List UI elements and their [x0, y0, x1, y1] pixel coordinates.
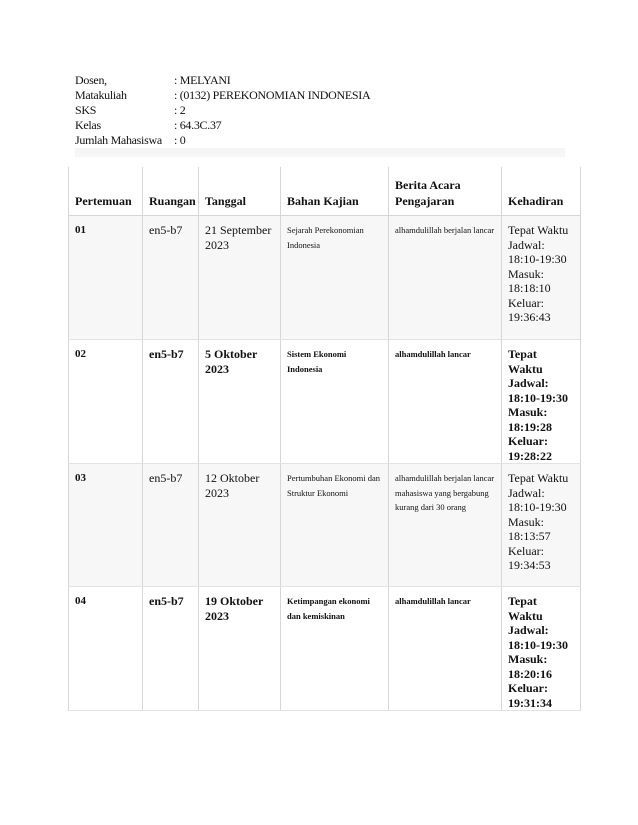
- cell-ruangan: en5-b7: [143, 340, 199, 464]
- kelas-label: Kelas: [75, 118, 101, 132]
- kelas-value: : 64.3C.37: [174, 118, 222, 132]
- cell-kehadiran: [502, 587, 581, 711]
- sks-value: : 2: [174, 103, 186, 117]
- header-bahan-kajian: Bahan Kajian: [281, 167, 389, 216]
- jumlah-value: : 0: [174, 133, 186, 147]
- info-row-matakuliah: [75, 88, 370, 103]
- cell-berita-acara: alhamdulillah berjalan lancar mahasiswa yang bergabung kurang dari 30 orang: [389, 464, 502, 587]
- attendance-table: [68, 167, 581, 711]
- info-divider: [75, 148, 565, 157]
- cell-bahan-kajian: Pertumbuhan Ekonomi dan Struktur Ekonomi: [281, 464, 389, 587]
- cell-ruangan: en5-b7: [143, 216, 199, 340]
- sks-label: SKS: [75, 103, 97, 117]
- cell-berita-acara: alhamdulillah berjalan lancar: [389, 216, 502, 340]
- cell-tanggal: 19 Oktober 2023: [199, 587, 281, 711]
- matakuliah-label: Matakuliah: [75, 88, 127, 102]
- cell-bahan-kajian: Sejarah Perekonomian Indonesia: [281, 216, 389, 340]
- cell-berita-acara: alhamdulillah lancar: [389, 587, 502, 711]
- table-row: [69, 216, 581, 340]
- cell-pertemuan: 04: [69, 587, 143, 711]
- cell-kehadiran: [502, 216, 581, 340]
- kehadiran-keluar: Keluar: 19:34:53: [508, 543, 551, 572]
- table-row: [69, 587, 581, 711]
- matakuliah-value: : (0132) PEREKONOMIAN INDONESIA: [174, 88, 371, 102]
- jumlah-label: Jumlah Mahasiswa: [75, 133, 162, 147]
- header-kehadiran: Kehadiran: [502, 167, 581, 216]
- cell-kehadiran: [502, 340, 581, 464]
- cell-pertemuan: 02: [69, 340, 143, 464]
- kehadiran-status: Tepat Waktu: [508, 471, 569, 485]
- table-row: [69, 340, 581, 464]
- kehadiran-masuk: Masuk: 18:20:16: [508, 652, 552, 681]
- info-row-sks: [75, 103, 370, 118]
- kehadiran-masuk: Masuk: 18:13:57: [508, 514, 551, 543]
- cell-tanggal: 21 September 2023: [199, 216, 281, 340]
- header-pertemuan: Pertemuan: [69, 167, 143, 216]
- kehadiran-status: Tepat Waktu: [508, 347, 543, 376]
- kehadiran-status: Tepat Waktu: [508, 594, 543, 623]
- kehadiran-keluar: Keluar: 19:36:43: [508, 295, 551, 324]
- cell-ruangan: en5-b7: [143, 587, 199, 711]
- kehadiran-keluar: Keluar: 19:31:34: [508, 681, 552, 710]
- cell-bahan-kajian: Sistem Ekonomi Indonesia: [281, 340, 389, 464]
- course-info: [75, 73, 370, 148]
- info-row-kelas: [75, 118, 370, 133]
- cell-pertemuan: 03: [69, 464, 143, 587]
- kehadiran-jadwal: Jadwal: 18:10-19:30: [508, 623, 568, 652]
- table-row: [69, 464, 581, 587]
- kehadiran-jadwal: Jadwal: 18:10-19:30: [508, 376, 568, 405]
- kehadiran-keluar: Keluar: 19:28:22: [508, 434, 552, 463]
- cell-kehadiran: [502, 464, 581, 587]
- cell-ruangan: en5-b7: [143, 464, 199, 587]
- cell-tanggal: 5 Oktober 2023: [199, 340, 281, 464]
- kehadiran-jadwal: Jadwal: 18:10-19:30: [508, 237, 567, 266]
- info-row-dosen: [75, 73, 370, 88]
- cell-berita-acara: alhamdulillah lancar: [389, 340, 502, 464]
- dosen-label: Dosen,: [75, 73, 107, 87]
- dosen-value: : MELYANI: [174, 73, 231, 87]
- kehadiran-masuk: Masuk: 18:19:28: [508, 405, 552, 434]
- cell-bahan-kajian: Ketimpangan ekonomi dan kemiskinan: [281, 587, 389, 711]
- info-row-jumlah: [75, 133, 370, 148]
- header-berita-acara: Berita Acara Pengajaran: [389, 167, 502, 216]
- kehadiran-masuk: Masuk: 18:18:10: [508, 266, 551, 295]
- cell-pertemuan: 01: [69, 216, 143, 340]
- kehadiran-status: Tepat Waktu: [508, 223, 569, 237]
- table-header-row: [69, 167, 581, 216]
- header-ruangan: Ruangan: [143, 167, 199, 216]
- header-tanggal: Tanggal: [199, 167, 281, 216]
- kehadiran-jadwal: Jadwal: 18:10-19:30: [508, 485, 567, 514]
- cell-tanggal: 12 Oktober 2023: [199, 464, 281, 587]
